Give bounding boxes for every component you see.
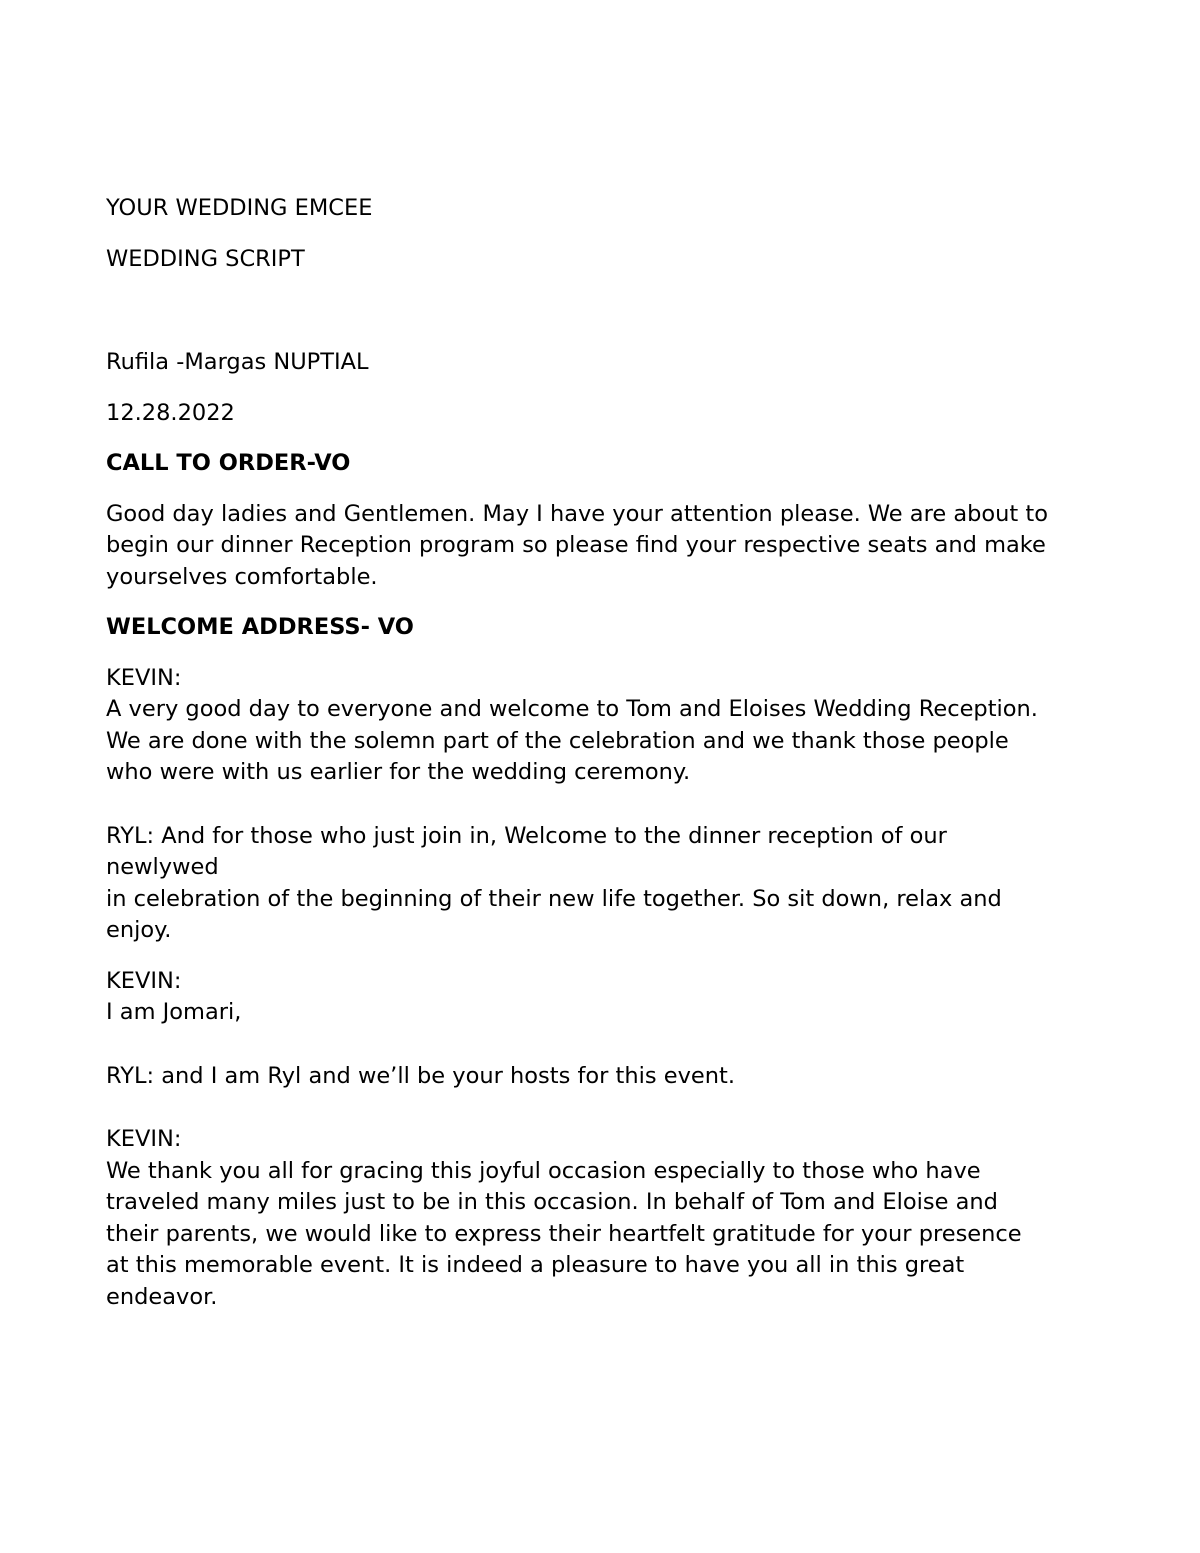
document-body [106,193,1106,1313]
section-heading-call-to-order: CALL TO ORDER-VO [106,450,351,476]
nuptial-title: Rufila -Margas NUPTIAL [106,349,369,375]
kevin-welcome-paragraph: A very good day to everyone and welcome to Tom and Eloises Wedding Reception. We are done with the solemn part of the celebration and we thank those people who were with us earlier for the wedding ceremony. [106,696,1038,785]
script-title: WEDDING SCRIPT [106,245,305,272]
kevin-gratitude-paragraph: We thank you all for gracing this joyful occasion especially to those who have traveled many miles just to be in this occasion. In behalf of Tom and Eloise and their parents, we would like to express their heartfelt gratitude for your presence at this memorable event. It is indeed a pleasure to have you all in this great endeavor. [106,1157,1022,1310]
speaker-label-kevin: KEVIN: [106,1126,182,1152]
event-date: 12.28.2022 [106,399,235,426]
speaker-label-kevin: KEVIN: [106,664,182,691]
call-to-order-paragraph: Good day ladies and Gentlemen. May I have your attention please. We are about to begin our dinner Reception program so please find your respective seats and make yourselves comfortable. [106,500,1048,590]
ryl-intro-line: RYL: and I am Ryl and we’ll be your hosts for this event. [106,1062,735,1089]
section-heading-welcome-address: WELCOME ADDRESS- VO [106,614,414,640]
ryl-welcome-paragraph: RYL: And for those who just join in, Welcome to the dinner reception of our newlywed in celebration of the beginning of their new life together. So sit down, relax and enjoy. [106,822,1002,943]
emcee-title: YOUR WEDDING EMCEE [106,195,373,221]
kevin-intro-line: I am Jomari, [106,999,242,1025]
speaker-label-kevin: KEVIN: [106,967,182,994]
